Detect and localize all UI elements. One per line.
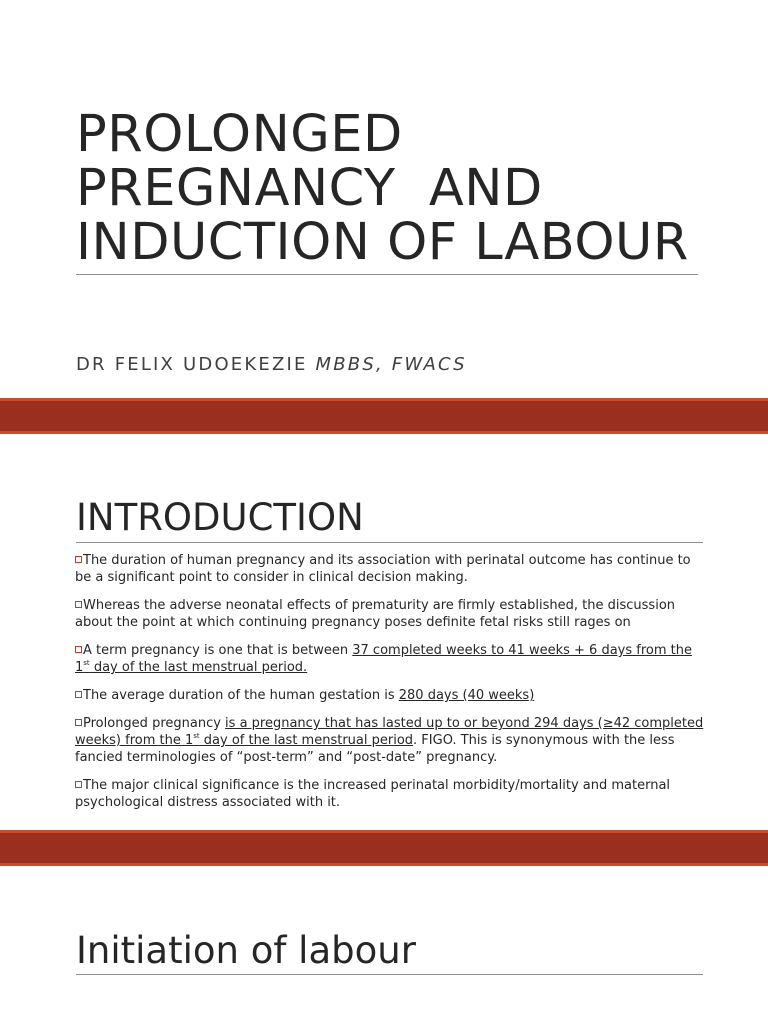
title-line-1: PROLONGED <box>76 105 403 164</box>
underlined-text: day of the last menstrual period. <box>89 660 308 675</box>
introduction-divider <box>76 542 703 543</box>
list-item <box>70 642 710 676</box>
band-top-edge <box>0 830 768 833</box>
title-line-3: INDUCTION OF LABOUR <box>76 213 689 272</box>
list-item <box>70 687 710 704</box>
title-slide <box>0 0 768 398</box>
band-top-edge <box>0 398 768 401</box>
underlined-text: 37 completed weeks to 41 weeks + 6 days from the 1 <box>75 643 692 675</box>
superscript: st <box>193 732 200 740</box>
introduction-slide <box>0 434 768 830</box>
underlined-text: is a pregnancy that has lasted up to or beyond 294 days (≥42 completed weeks) from the 1 <box>75 716 704 748</box>
initiation-heading: Initiation of labour <box>76 929 416 972</box>
checkbox-bullet-icon <box>75 601 82 608</box>
bullet-text: The duration of human pregnancy and its association with perinatal outcome has continue to be a significant point to consider in clinical decision making. <box>75 553 691 585</box>
underlined-text: day of the last menstrual period <box>199 733 414 748</box>
underlined-text: 280 days (40 weeks) <box>398 688 535 703</box>
superscript: st <box>83 659 90 667</box>
list-item <box>70 715 710 766</box>
initiation-divider <box>76 974 703 975</box>
bullet-text: The average duration of the human gestation is <box>83 688 399 703</box>
checkbox-bullet-icon <box>75 691 82 698</box>
author-name: DR FELIX UDOEKEZIE <box>76 354 308 375</box>
bullet-text: Prolonged pregnancy <box>83 716 226 731</box>
bullet-text: The major clinical significance is the increased perinatal morbidity/mortality and maternal psychological distress associated with it. <box>75 778 671 810</box>
bullet-text: . FIGO. This is synonymous with the less fancied terminologies of “post-term” and “post-date” pregnancy. <box>75 733 675 765</box>
slide-separator-band <box>0 398 768 434</box>
list-item <box>70 552 710 586</box>
checkbox-bullet-icon <box>75 556 82 563</box>
initiation-slide <box>0 866 768 1024</box>
title-line-2: PREGNANCY AND <box>76 159 543 218</box>
bullet-text: A term pregnancy is one that is between <box>83 643 353 658</box>
author-credentials: MBBS, FWACS <box>315 354 467 375</box>
title-divider <box>76 274 698 275</box>
slide-separator-band <box>0 830 768 866</box>
introduction-bullet-list <box>70 552 710 822</box>
checkbox-bullet-icon <box>75 646 82 653</box>
bullet-text: Whereas the adverse neonatal effects of prematurity are firmly established, the discussion about the point at which continuing pregnancy poses definite fetal risks still rages on <box>75 598 676 630</box>
list-item <box>70 597 710 631</box>
checkbox-bullet-icon <box>75 719 82 726</box>
author-subtitle <box>76 354 467 375</box>
presentation-title <box>76 105 716 272</box>
introduction-heading: INTRODUCTION <box>76 496 364 539</box>
checkbox-bullet-icon <box>75 781 82 788</box>
list-item <box>70 777 710 811</box>
